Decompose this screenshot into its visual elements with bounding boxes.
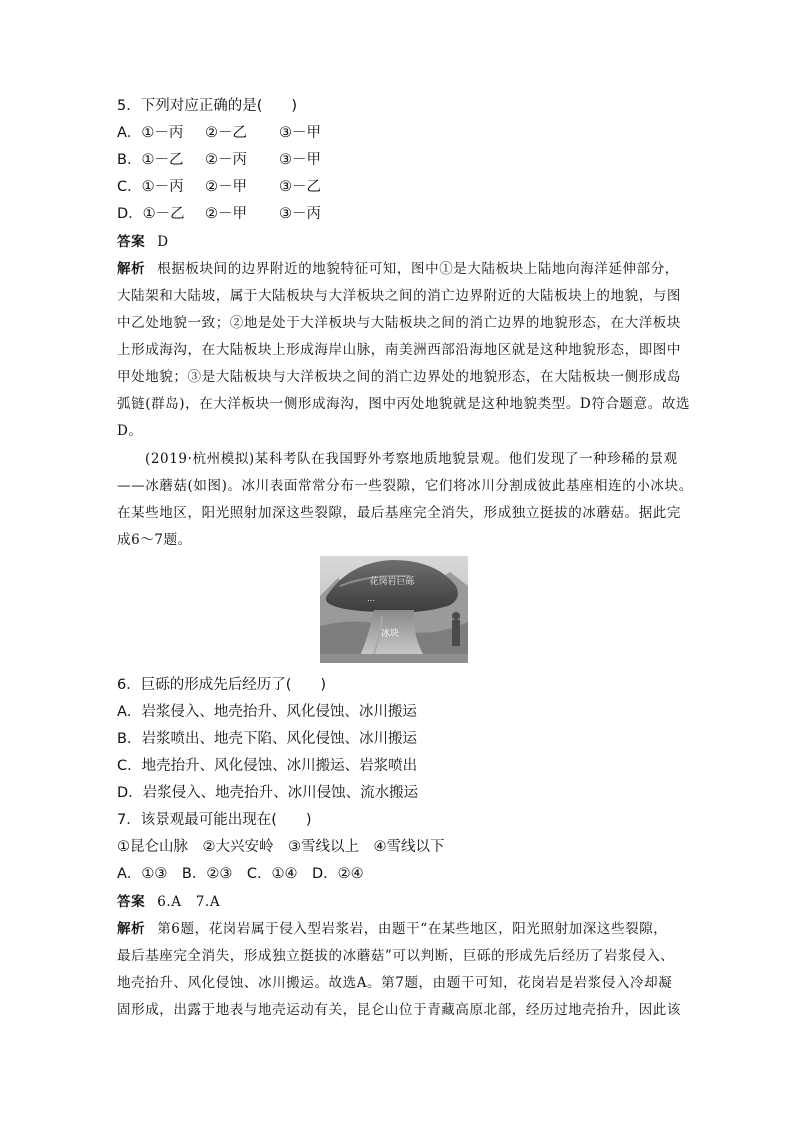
q5-analysis-line: 大陆架和大陆坡，属于大陆板块与大洋板块之间的消亡边界附近的大陆板块上的地貌，与图 xyxy=(117,288,681,304)
q5-analysis-line: 弧链(群岛)，在大洋板块一侧形成海沟，图中丙处地貌就是这种地貌类型。D符合题意。故选 xyxy=(117,396,691,412)
q6-stem: 6．巨砾的形成先后经历了( ) xyxy=(117,677,327,693)
analysis-6-7-line: 固形成，出露于地表与地壳运动有关，昆仑山位于青藏高原北部，经历过地壳抬升，因此该 xyxy=(117,1002,681,1018)
q6-option-a: A．岩浆侵入、地壳抬升、风化侵蚀、冰川搬运 xyxy=(117,704,417,720)
analysis-6-7-line: 地壳抬升、风化侵蚀、冰川搬运。故选A。第7题，由题干可知，花岗岩是岩浆侵入冷却凝 xyxy=(117,975,673,991)
q5-analysis-line: 解析 根据板块间的边界附近的地貌特征可知，图中①是大陆板块上陆地向海洋延伸部分， xyxy=(117,261,679,277)
q6-option-c: C．地壳抬升、风化侵蚀、冰川搬运、岩浆喷出 xyxy=(117,758,418,774)
analysis-label: 解析 xyxy=(117,261,146,277)
q5-analysis-line: 中乙处地貌一致；②地是处于大洋板块与大陆板块之间的消亡边界的地貌形态，在大洋板块 xyxy=(117,315,681,331)
q5-analysis-line: D。 xyxy=(117,423,143,439)
answer-label: 答案 xyxy=(117,234,146,250)
q7-stem: 7．该景观最可能出现在( ) xyxy=(117,812,312,828)
q5-option-a: A．①－丙 ②－乙 ③－甲 xyxy=(117,125,321,141)
q5-option-b: B．①－乙 ②－丙 ③－甲 xyxy=(117,152,321,168)
granite-boulder-label: 花岗岩巨砾 xyxy=(369,577,415,587)
q5-option-d: D．①－乙 ②－甲 ③－丙 xyxy=(117,206,321,222)
analysis-6-7-line: 解析 第6题，花岗岩属于侵入型岩浆岩，由题干“在某些地区，阳光照射加深这些裂隙， xyxy=(117,921,668,937)
q7-options: A．①③ B．②③ C．①④ D．②④ xyxy=(117,866,364,882)
q5-analysis-line: 甲处地貌；③是大陆板块与大洋板块之间的消亡边界处的地貌形态，在大陆板块一侧形成岛 xyxy=(117,369,681,385)
passage-line: (2019·杭州模拟)某科考队在我国野外考察地质地貌景观。他们发现了一种珍稀的景观 xyxy=(145,451,678,467)
ice-mushroom-photo xyxy=(320,556,468,663)
q5-answer xyxy=(117,232,169,252)
answer-value: D xyxy=(157,234,169,250)
passage-line: ——冰蘑菇(如图)。冰川表面常常分布一些裂隙，它们将冰川分割成彼此基座相连的小冰块。 xyxy=(117,478,693,494)
answer-value: 6.A 7.A xyxy=(157,894,221,910)
ice-mushroom-illustration xyxy=(320,556,468,663)
leader-dots: … xyxy=(367,594,375,603)
analysis-label: 解析 xyxy=(117,921,146,937)
answers-6-7 xyxy=(117,892,220,912)
passage-line: 成6～7题。 xyxy=(117,532,192,548)
q5-analysis-line: 上形成海沟，在大陆板块上形成海岸山脉，南美洲西部沿海地区就是这种地貌形态，即图中 xyxy=(117,342,681,358)
analysis-6-7-line: 最后基座完全消失，形成独立挺拔的冰蘑菇”可以判断，巨砾的形成先后经历了岩浆侵入、 xyxy=(117,948,675,964)
q5-option-c: C．①－丙 ②－甲 ③－乙 xyxy=(117,179,321,195)
q5-stem: 5．下列对应正确的是( ) xyxy=(117,98,298,114)
answer-label: 答案 xyxy=(117,894,146,910)
q7-items: ①昆仑山脉 ②大兴安岭 ③雪线以上 ④雪线以下 xyxy=(117,839,445,855)
q6-option-d: D．岩浆侵入、地壳抬升、冰川侵蚀、流水搬运 xyxy=(117,785,419,801)
passage-line: 在某些地区，阳光照射加深这些裂隙，最后基座完全消失，形成独立挺拔的冰蘑菇。据此完 xyxy=(117,505,681,521)
q6-option-b: B．岩浆喷出、地壳下陷、风化侵蚀、冰川搬运 xyxy=(117,731,417,747)
ice-block-label: 冰块 xyxy=(380,629,400,639)
